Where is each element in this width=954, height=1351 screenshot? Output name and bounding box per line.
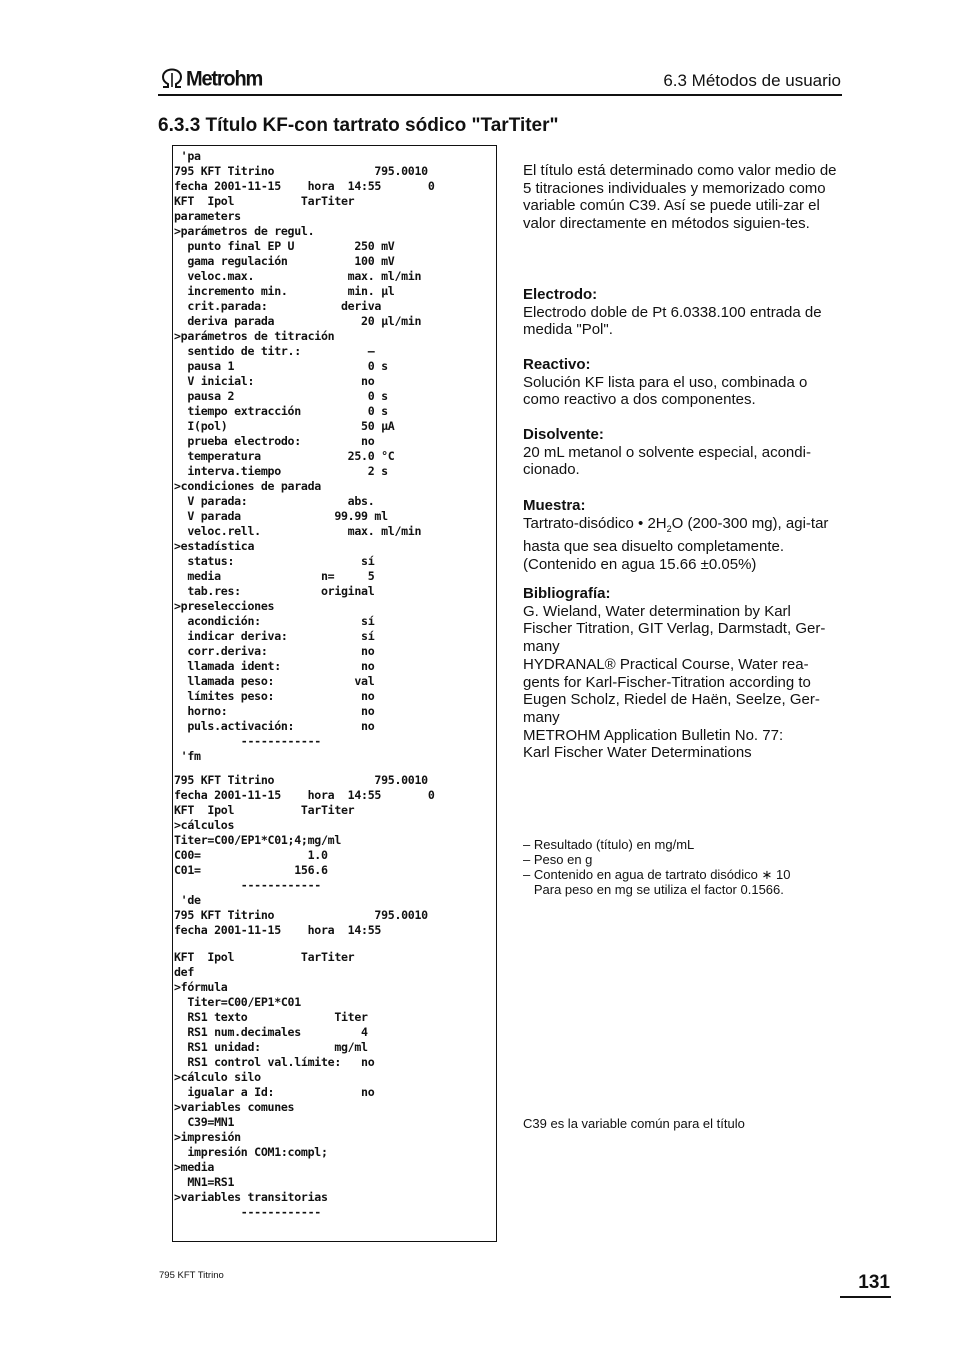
logo-text: Metrohm [186,66,263,91]
bibliografia-section [523,585,843,762]
bib-entry-3: METROHM Application Bulletin No. 77: [523,726,784,744]
printout-line: llamada peso: val [174,674,375,688]
printout-block-pa [174,149,435,764]
printout-line: KFT Ipol TarTiter [174,803,355,817]
note-item: Para peso en mg se utiliza el factor 0.1566. [523,882,784,897]
printout-line: 'de [174,893,201,907]
printout-line: tab.res: original [174,584,375,598]
printout-line: puls.activación: no [174,719,375,733]
printout-line: >variables transitorias [174,1190,328,1204]
printout-line: 795 KFT Titrino 795.0010 [174,164,428,178]
disolvente-section [523,426,843,479]
printout-line: impresión COM1:compl; [174,1145,328,1159]
printout-line: KFT Ipol TarTiter [174,194,355,208]
printout-line: prueba electrodo: no [174,434,375,448]
printout-line: tiempo extracción 0 s [174,404,388,418]
printout-line: incremento min. min. µl [174,284,395,298]
printout-line: ------------ [174,878,321,892]
printout-line: ------------ [174,1205,321,1219]
reactivo-text: Solución KF lista para el uso, combinada o como reactivo a dos componentes. [523,373,808,409]
printout-line: igualar a Id: no [174,1085,375,1099]
printout-line: RS1 num.decimales 4 [174,1025,368,1039]
printout-line: fecha 2001-11-15 hora 14:55 0 [174,179,435,193]
page-number-underline [840,1296,891,1298]
printout-line: V inicial: no [174,374,375,388]
printout-line: V parada: abs. [174,494,375,508]
disolvente-heading: Disolvente: [523,426,604,443]
printout-line: >estadística [174,539,255,553]
electrodo-text: Electrodo doble de Pt 6.0338.100 entrada de medida "Pol". [523,303,822,339]
printout-line: crit.parada: deriva [174,299,382,313]
printout-line: indicar deriva: sí [174,629,375,643]
note-item: – Contenido en agua de tartrato disódico ∗ 10 [523,867,791,882]
page-number: 131 [858,1272,890,1293]
printout-line: RS1 texto Titer [174,1010,368,1024]
printout-line: punto final EP U 250 mV [174,239,395,253]
footer-model: 795 KFT Titrino [159,1270,224,1281]
electrodo-heading: Electrodo: [523,286,598,303]
printout-line: horno: no [174,704,375,718]
header-divider [158,94,842,96]
printout-line: acondición: sí [174,614,375,628]
printout-line: 'pa [174,149,201,163]
printout-line: veloc.max. max. ml/min [174,269,422,283]
note-item: – Resultado (título) en mg/mL [523,837,695,852]
muestra-subscript: 2 [666,523,672,534]
printout-line: parameters [174,209,241,223]
muestra-section [523,497,843,574]
printout-line: sentido de titr.: – [174,344,375,358]
printout-line: pausa 1 0 s [174,359,388,373]
printout-line: C00= 1.0 [174,848,328,862]
notes-list [523,837,790,897]
printout-line: temperatura 25.0 °C [174,449,395,463]
printout-line: def [174,965,195,979]
printout-line: ------------ [174,734,321,748]
description-intro [523,162,843,233]
muestra-text-a: Tartrato-disódico • 2H [523,514,667,532]
section-title: 6.3 Métodos de usuario [663,71,841,90]
reactivo-heading: Reactivo: [523,356,591,373]
intro-text: El título está determinado como valor medio de 5 titraciones individuales y memorizado como variable común C39. Así se puede utili-zar el valor directamente en métodos siguien-tes. [523,162,837,233]
printout-line: >media [174,1160,215,1174]
bib-entry-1: G. Wieland, Water determination by Karl Fischer Titration, GIT Verlag, Darmstadt, Ger-many [523,602,826,656]
metrohm-omega-icon [160,68,184,90]
printout-line: RS1 unidad: mg/ml [174,1040,368,1054]
bib-entry-4: Karl Fischer Water Determinations [523,744,752,762]
printout-line: gama regulación 100 mV [174,254,395,268]
printout-line: Titer=C00/EP1*C01;4;mg/ml [174,833,342,847]
printout-line: 795 KFT Titrino 795.0010 [174,908,428,922]
printout-line: >impresión [174,1130,241,1144]
printout-line: corr.deriva: no [174,644,375,658]
reactivo-section [523,356,843,409]
muestra-text-b: O (200-300 mg), agi-tar hasta que sea disuelto completamente. (Contenido en agua 15.66 ±0.05%) [523,514,829,574]
printout-line: KFT Ipol TarTiter [174,950,355,964]
bib-entry-2: HYDRANAL® Practical Course, Water rea-gents for Karl-Fischer-Titration according to Eugen Scholz, Riedel de Haën, Seelze, Ger-many [523,655,820,726]
printout-line: 'fm [174,749,201,763]
printout-line: MN1=RS1 [174,1175,235,1189]
printout-line: pausa 2 0 s [174,389,388,403]
printout-line: Titer=C00/EP1*C01 [174,995,301,1009]
printout-line: >preselecciones [174,599,275,613]
printout-line: I(pol) 50 µA [174,419,395,433]
printout-line: RS1 control val.límite: no [174,1055,375,1069]
printout-line: C01= 156.6 [174,863,328,877]
printout-block-fm [174,773,435,938]
metrohm-logo [160,66,262,92]
note-item: – Peso en g [523,852,593,867]
printout-line: media n= 5 [174,569,375,583]
printout-line: C39=MN1 [174,1115,235,1129]
disolvente-text: 20 mL metanol o solvente especial, acondi-cionado. [523,443,811,479]
printout-line: >fórmula [174,980,228,994]
printout-line: límites peso: no [174,689,375,703]
printout-line: >parámetros de regul. [174,224,315,238]
electrodo-section [523,286,843,339]
printout-line: 795 KFT Titrino 795.0010 [174,773,428,787]
printout-block-de [174,950,374,1220]
printout-line: veloc.rell. max. ml/min [174,524,422,538]
printout-line: >condiciones de parada [174,479,321,493]
printout-line: >parámetros de titración [174,329,335,343]
bibliografia-heading: Bibliografía: [523,585,611,602]
printout-line: >variables comunes [174,1100,295,1114]
printout-line: >cálculos [174,818,235,832]
muestra-heading: Muestra: [523,497,586,514]
printout-line: V parada 99.99 ml [174,509,388,523]
printout-line: llamada ident: no [174,659,375,673]
muestra-text [523,515,843,574]
printout-line: fecha 2001-11-15 hora 14:55 0 [174,788,435,802]
printout-line: interva.tiempo 2 s [174,464,388,478]
page-title: 6.3.3 Título KF-con tartrato sódico "TarTiter" [158,115,559,136]
printout-line: deriva parada 20 µl/min [174,314,422,328]
printout-line: >cálculo silo [174,1070,261,1084]
printout-line: fecha 2001-11-15 hora 14:55 [174,923,382,937]
printout-line: status: sí [174,554,375,568]
c39-note: C39 es la variable común para el título [523,1116,745,1131]
